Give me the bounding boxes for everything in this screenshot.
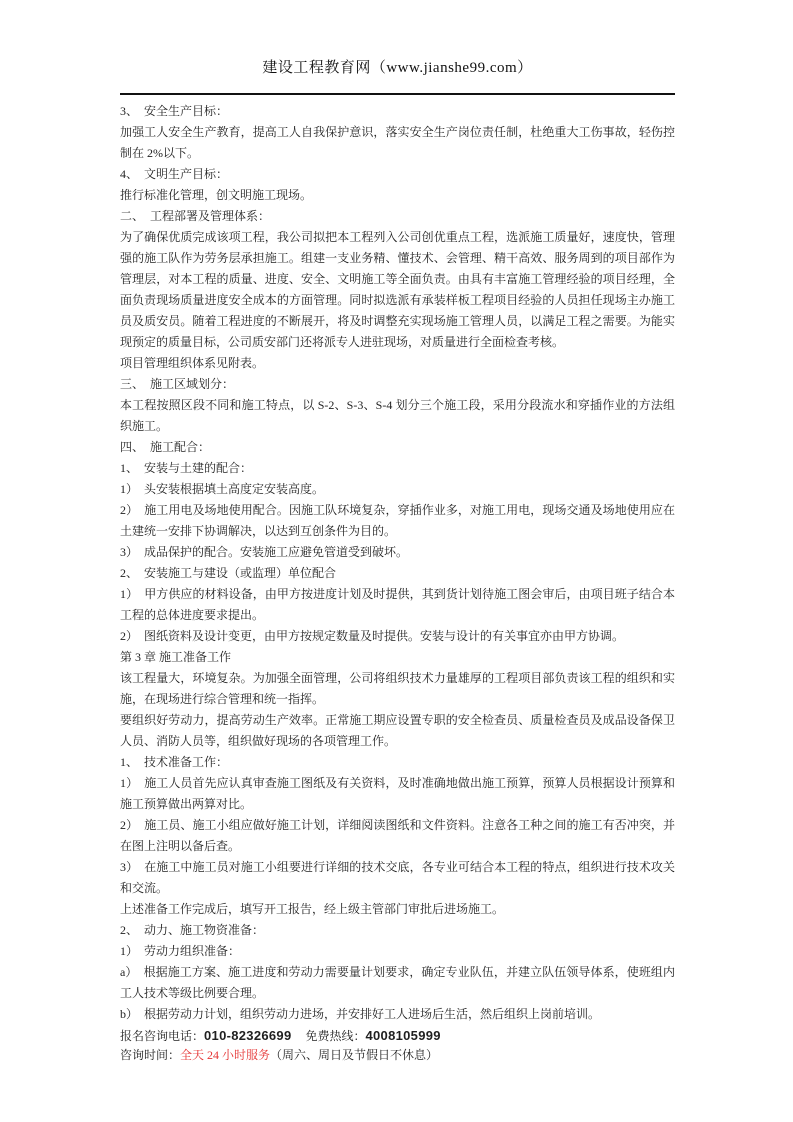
document-header bbox=[120, 0, 675, 77]
paragraph: 4、 文明生产目标： bbox=[120, 167, 229, 181]
paragraph: 2） 施工员、施工小组应做好施工计划，详细阅读图纸和文件资料。注意各工种之间的施工有否冲突，并在图上注明以备后查。 bbox=[120, 818, 675, 853]
footer-hours-line bbox=[120, 1046, 675, 1065]
paragraph: 1、 技术准备工作： bbox=[120, 755, 229, 769]
paragraph: a） 根据施工方案、施工进度和劳动力需要量计划要求，确定专业队伍，并建立队伍领导体系，使班组内工人技术等级比例要合理。 bbox=[120, 965, 675, 1000]
chapter-heading: 第 3 章 施工准备工作 bbox=[120, 650, 232, 664]
paragraph: 1） 甲方供应的材料设备，由甲方按进度计划及时提供，其到货计划待施工图会审后，由项目班子结合本工程的总体进度要求提出。 bbox=[120, 587, 675, 622]
paragraph: 1、 安装与土建的配合： bbox=[120, 461, 253, 475]
phone-label: 报名咨询电话： bbox=[120, 1029, 205, 1043]
site-title: 建设工程教育网（www.jianshe99.com） bbox=[262, 60, 533, 76]
header-divider bbox=[120, 93, 675, 95]
hours-note: （周六、周日及节假日不休息） bbox=[270, 1048, 439, 1062]
hotline-label: 免费热线： bbox=[305, 1029, 366, 1043]
paragraph: 项目管理组织体系见附表。 bbox=[120, 356, 265, 370]
paragraph: 1） 劳动力组织准备： bbox=[120, 944, 241, 958]
paragraph: 2、 动力、施工物资准备： bbox=[120, 923, 265, 937]
paragraph: 1） 施工人员首先应认真审查施工图纸及有关资料，及时准确地做出施工预算，预算人员根据设计预算和施工预算做出两算对比。 bbox=[120, 776, 675, 811]
paragraph: 3、 安全生产目标： bbox=[120, 104, 229, 118]
paragraph: 推行标准化管理，创文明施工现场。 bbox=[120, 188, 313, 202]
hours-highlight: 全天 24 小时服务 bbox=[180, 1048, 271, 1062]
paragraph: 为了确保优质完成该项工程，我公司拟把本工程列入公司创优重点工程，选派施工质量好，速度快，管理强的施工队作为劳务层承担施工。组建一支业务精、懂技术、会管理、精干高效、服务周到的项目部作为管理层，对本工程的质量、进度、安全、文明施工等全面负责。由具有丰富施工管理经验的项目经理，全面负责现场质量进度安全成本的方面管理。同时拟选派有承装样板工程项目经验的人员担任现场主办施工员及质安员。随着工程进度的不断展开，将及时调整充实现场施工管理人员，以满足工程之需要。为能实现预定的质量目标，公司质安部门还将派专人进驻现场，对质量进行全面检查考核。 bbox=[120, 230, 675, 349]
paragraph: 该工程量大，环境复杂。为加强全面管理，公司将组织技术力量雄厚的工程项目部负责该工程的组织和实施，在现场进行综合管理和统一指挥。 bbox=[120, 671, 675, 706]
section-heading: 三、 施工区域划分： bbox=[120, 377, 235, 391]
document-body bbox=[120, 101, 675, 1025]
footer-contact-line bbox=[120, 1026, 675, 1046]
paragraph: 2） 施工用电及场地使用配合。因施工队环境复杂，穿插作业多，对施工用电，现场交通及场地使用应在土建统一安排下协调解决，以达到互创条件为目的。 bbox=[120, 503, 675, 538]
paragraph: 2） 图纸资料及设计变更，由甲方按规定数量及时提供。安装与设计的有关事宜亦由甲方协调。 bbox=[120, 629, 625, 643]
paragraph: 加强工人安全生产教育，提高工人自我保护意识，落实安全生产岗位责任制，杜绝重大工伤事故，轻伤控制在 2%以下。 bbox=[120, 125, 675, 160]
paragraph: 2、 安装施工与建设（或监理）单位配合 bbox=[120, 566, 337, 580]
paragraph: 3） 成品保护的配合。安装施工应避免管道受到破坏。 bbox=[120, 545, 409, 559]
paragraph: 1） 头安装根据填土高度定安装高度。 bbox=[120, 482, 325, 496]
phone-number: 010-82326699 bbox=[204, 1028, 292, 1043]
hours-label: 咨询时间： bbox=[120, 1048, 181, 1062]
hotline-number: 4008105999 bbox=[365, 1028, 441, 1043]
paragraph: 上述准备工作完成后，填写开工报告，经上级主管部门审批后进场施工。 bbox=[120, 902, 505, 916]
section-heading: 四、 施工配合： bbox=[120, 440, 211, 454]
section-heading: 二、 工程部署及管理体系： bbox=[120, 209, 271, 223]
document-footer bbox=[120, 1026, 675, 1065]
paragraph: 3） 在施工中施工员对施工小组要进行详细的技术交底，各专业可结合本工程的特点，组织进行技术攻关和交流。 bbox=[120, 860, 675, 895]
paragraph: b） 根据劳动力计划，组织劳动力进场，并安排好工人进场后生活，然后组织上岗前培训。 bbox=[120, 1007, 601, 1021]
paragraph: 本工程按照区段不同和施工特点，以 S-2、S-3、S-4 划分三个施工段，采用分段流水和穿插作业的方法组织施工。 bbox=[120, 398, 675, 433]
paragraph: 要组织好劳动力，提高劳动生产效率。正常施工期应设置专职的安全检查员、质量检查员及成品设备保卫人员、消防人员等，组织做好现场的各项管理工作。 bbox=[120, 713, 675, 748]
